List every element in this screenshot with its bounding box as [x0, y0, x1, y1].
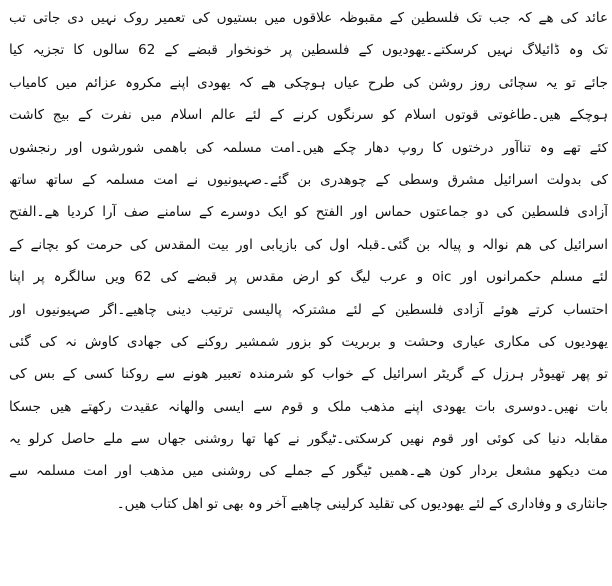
text-line-3: جائے تو یہ سچائی روز روشن کی طرح عیاں ہوچکی ھے کہ یھودی اپنے مکروہ عزائم میں کامیاب — [9, 74, 608, 91]
text-line-1: عائد کی ھے کہ جب تک فلسطین کے مقبوظہ علاقوں میں بستیوں کی تعمیر روک نہیں دی جاتی تب — [9, 10, 608, 26]
text-line-9: لئے مسلم حکمرانوں اور oic و عرب لیگ کو ارض مقدس پر قبضے کی 62 ویں سالگرہ پر اپنا — [9, 269, 608, 286]
text-line-2: تک وہ ڈائیلاگ نہیں کرسکتے۔یھودیوں کے فلسطین پر خونخوار قبضے کے 62 سالوں کا تجزیہ کیا — [9, 42, 608, 59]
urdu-article-text — [9, 3, 608, 521]
text-line-5: کئے تھے وہ تناآور درختوں کا روپ دھار چکے ھیں۔امت مسلمہ کی باھمی شورشوں اور رنجشوں — [9, 139, 608, 156]
text-line-4: ہوچکے ھیں۔طاغوتی قوتوں اسلام کو سرنگوں کرنے کے لئے عالم اسلام میں نفرت کے بیج کاشت — [9, 107, 608, 124]
text-line-11: یھودیوں کی مکاری عیاری وحشت و بربریت کو بزور شمشیر روکنے کی جھادی کاوش نہ کی گئی — [9, 333, 608, 350]
text-line-13: بات نھیں۔دوسری بات یھودی اپنے مذھب ملک و قوم سے ایسی والھانہ عقیدت رکھتے ھیں جسکا — [9, 398, 608, 415]
text-line-10: احتساب کرتے ھوئے آزادی فلسطین کے لئے مشترکہ پالیسی ترتیب دینی چاھیے۔اگر صہیونیوں اور — [9, 301, 608, 318]
text-line-7: آزادی فلسطین کی دو جماعتوں حماس اور الفتح کو ایک دوسرے کے سامنے صف آرا کردیا ھے۔الفتح — [9, 204, 608, 221]
text-line-12: تو پھر تھیوڈر ہرزل کے گریٹر اسرائیل کے خواب کو شرمندہ تعبیر ھونے سے روکنا کسی کے بس کی — [9, 366, 608, 383]
text-line-14: مقابلہ دنیا کی کوئی اور قوم نھیں کرسکتی۔ٹیگور نے کھا تھا روشنی جھاں سے ملے حاصل کرلو یہ — [9, 431, 608, 448]
text-line-15: مت دیکھو مشعل بردار کون ھے۔ھمیں ٹیگور کے جملے کی روشنی میں مذھب اور امت مسلمہ سے — [9, 463, 608, 480]
text-line-6: کی بدولت اسرائیل مشرق وسطی کے چوھدری بن گئے۔صہیونیوں نے امت مسلمہ کے ساتھ ساتھ — [9, 171, 608, 188]
text-line-16: جانثاری و وفاداری کے لئے یھودیوں کی تقلید کرلینی چاھیے آخر وہ بھی تو اھل کتاب ھیں۔ — [116, 495, 608, 512]
text-line-8: اسرائیل کی ھم نوالہ و پیالہ بن گئی۔قبلہ اول کی بازیابی اور بیت المقدس کی حرمت کو بچانے کے — [9, 236, 608, 253]
